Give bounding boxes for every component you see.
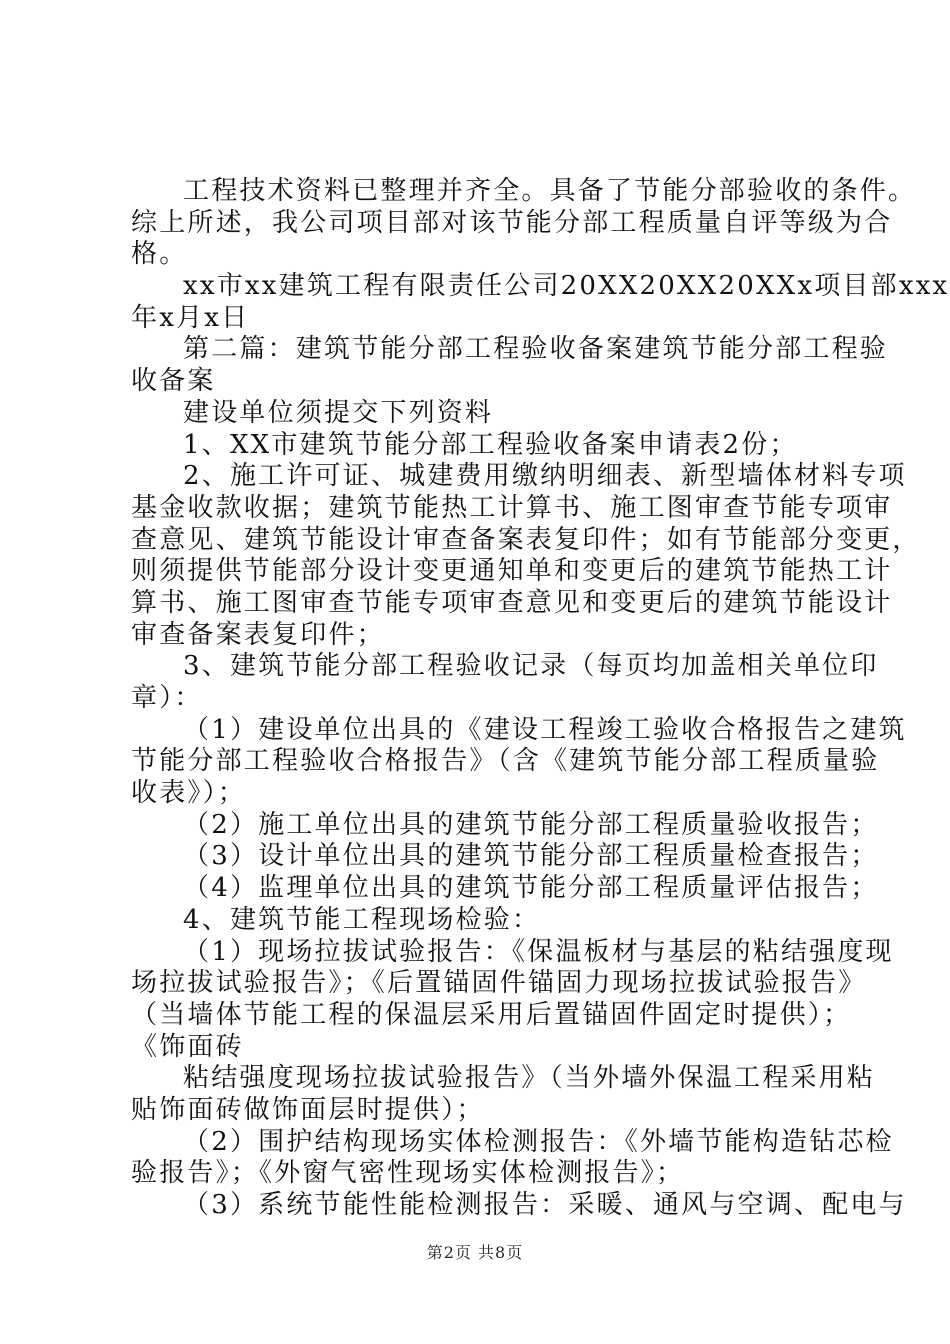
- text-line: 工程技术资料已整理并齐全。具备了节能分部验收的条件。: [183, 176, 917, 206]
- text-line: （2）施工单位出具的建筑节能分部工程质量验收报告；: [183, 809, 879, 840]
- text-line: 节能分部工程验收合格报告》（含《建筑节能分部工程质量验: [131, 746, 880, 777]
- text-line: （3）系统节能性能检测报告：采暖、通风与空调、配电与: [183, 1190, 907, 1220]
- text-line: 收表》）；: [131, 778, 247, 809]
- text-line: 则须提供节能部分设计变更通知单和变更后的建筑节能热工计: [131, 556, 893, 587]
- text-line: 验报告》；《外窗气密性现场实体检测报告》；: [131, 1158, 685, 1189]
- document-body: [131, 176, 950, 1222]
- text-line: 审查备案表复印件；: [131, 619, 385, 650]
- text-line: 建设单位须提交下列资料: [183, 397, 494, 428]
- text-line: 格。: [131, 239, 188, 270]
- text-line: 章）：: [131, 683, 203, 713]
- text-line: 算书、施工图审查节能专项审查意见和变更后的建筑节能设计: [131, 587, 893, 618]
- text-line: 2、施工许可证、城建费用缴纳明细表、新型墙体材料专项: [183, 461, 907, 492]
- text-line: 4、建筑节能工程现场检验：: [183, 904, 541, 935]
- text-line: 综上所述，我公司项目部对该节能分部工程质量自评等级为合: [131, 207, 893, 238]
- text-line: （1）现场拉拔试验报告：《保温板材与基层的粘结强度现: [183, 936, 894, 967]
- text-line: 查意见、建筑节能设计审查备案表复印件；如有节能部分变更，: [131, 524, 921, 555]
- text-line: 《饰面砖: [131, 1031, 244, 1062]
- text-line: （4）监理单位出具的建筑节能分部工程质量评估报告；: [183, 873, 879, 904]
- text-line: 第二篇：建筑节能分部工程验收备案建筑节能分部工程验: [183, 334, 889, 365]
- text-line: xx市xx建筑工程有限责任公司20XX20XX20XXx项目部xxx: [183, 271, 950, 302]
- text-line: （3）设计单位出具的建筑节能分部工程质量检查报告；: [183, 841, 879, 872]
- text-line: （2）围护结构现场实体检测报告：《外墙节能构造钻芯检: [183, 1126, 894, 1157]
- text-line: 贴饰面砖做饰面层时提供）；: [131, 1094, 485, 1125]
- page-footer: 第2页 共8页: [426, 1243, 524, 1262]
- text-line: 粘结强度现场拉拔试验报告》（当外墙外保温工程采用粘: [183, 1063, 876, 1094]
- text-line: 收备案: [131, 366, 216, 397]
- text-line: （1）建设单位出具的《建设工程竣工验收合格报告之建筑: [183, 714, 907, 745]
- text-line: 基金收款收据；建筑节能热工计算书、施工图审查节能专项审: [131, 492, 893, 523]
- text-line: 年x月x日: [131, 302, 250, 333]
- text-line: 3、建筑节能分部工程验收记录（每页均加盖相关单位印: [183, 651, 879, 682]
- text-line: （当墙体节能工程的保温层采用后置锚固件固定时提供）；: [131, 999, 852, 1030]
- text-line: 场拉拔试验报告》；《后置锚固件锚固力现场拉拔试验报告》: [131, 968, 867, 999]
- text-line: 1、XX市建筑节能分部工程验收备案申请表2份；: [183, 429, 798, 460]
